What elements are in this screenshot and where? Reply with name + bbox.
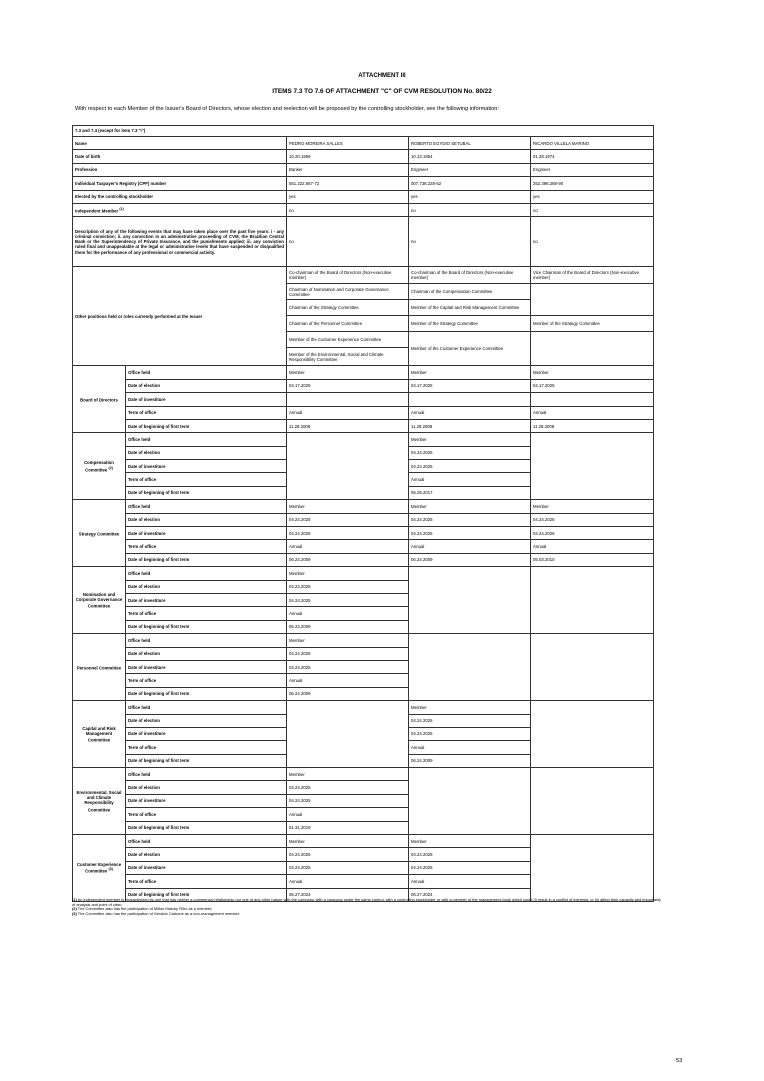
compensation-label-4: Date of beginning of first term: [126, 486, 287, 499]
strategy-row: [73, 513, 654, 526]
person-2-independent: no: [409, 203, 531, 216]
p3-position-1: Vice Chairman of the Board of Directors (Non-executive member): [531, 267, 654, 284]
nomination-p1-value: 04.24.2025: [287, 593, 409, 606]
personnel-p3-blank: [531, 634, 654, 701]
compensation-label-1: Date of election: [126, 446, 287, 459]
personnel-p1-value: 06.24.2009: [287, 687, 409, 700]
person-1-name: PEDRO MOREIRA SALLES: [287, 137, 409, 150]
board-row: [73, 379, 654, 392]
nomination-p3-blank: [531, 567, 654, 634]
person-2-dob: 10.13.1954: [409, 150, 531, 163]
person-3-elected: yes: [531, 190, 654, 203]
attachment-heading: ATTACHMENT III: [358, 73, 406, 79]
capital-row: [73, 701, 654, 714]
compensation-p2-value: Annual: [409, 473, 531, 486]
strategy-p1-value: Annual: [287, 540, 409, 553]
customer-p1-value: Member: [287, 835, 409, 848]
section-nomination: Nomination and Corporate Governance Committee: [73, 567, 126, 634]
capital-label-3: Term of office: [126, 741, 287, 754]
board-p2-value: 11.28.2008: [409, 419, 531, 432]
p2-position-3: Member of the Capital and Risk Management Committee: [409, 300, 531, 316]
board-p1-value: Member: [287, 366, 409, 379]
p3-blank-1: [531, 284, 654, 316]
person-2-profession: Engineer: [409, 163, 531, 176]
p1-position-1: Co-chairman of the Board of Directors (Non-executive member): [287, 267, 409, 284]
person-1-independent: no: [287, 203, 409, 216]
label-elected: Elected by the controlling stockholder: [73, 190, 287, 203]
label-other-positions: Other positions held or roles currently performed at the Issuer: [73, 267, 287, 366]
strategy-p3-value: Annual: [531, 540, 654, 553]
person-3-name: RICARDO VILLELA MARINO: [531, 137, 654, 150]
row-other-1: [73, 267, 654, 284]
person-3-dob: 01.28.1974: [531, 150, 654, 163]
strategy-p3-value: 04.24.2025: [531, 513, 654, 526]
row-name: [73, 137, 654, 150]
board-p2-value: 04.17.2025: [409, 379, 531, 392]
customer-row: [73, 835, 654, 848]
person-2-description: no: [409, 217, 531, 267]
customer-p2-value: Annual: [409, 875, 531, 888]
strategy-p1-value: 04.24.2025: [287, 513, 409, 526]
p2-position-5: Member of the Customer Experience Committee: [409, 332, 531, 366]
strategy-p1-value: Member: [287, 500, 409, 513]
strategy-p2-value: Annual: [409, 540, 531, 553]
personnel-label-0: Office held: [126, 634, 287, 647]
label-description: Description of any of the following events that may have taken place over the past five years: i - any criminal conviction; ii. any conviction in an administrative proceeding of CVM, the Brazilian Central Bank or the Superintendency of Private Insurance, and the punishments applied; iii. any conviction ruled final and unappealable at the legal or administrative levels that have suspended or disqualified them for the performance of any professional or commercial activity.: [73, 217, 287, 267]
section-strategy: Strategy Committee: [73, 500, 126, 567]
nomination-p1-value: Annual: [287, 607, 409, 620]
personnel-p1-value: Annual: [287, 674, 409, 687]
strategy-p2-value: Member: [409, 500, 531, 513]
customer-label-0: Office held: [126, 835, 287, 848]
p3-blank-2: [531, 332, 654, 366]
capital-label-2: Date of investiture: [126, 727, 287, 740]
person-3-profession: Engineer: [531, 163, 654, 176]
esg-label-0: Office held: [126, 768, 287, 781]
nomination-label-2: Date of investiture: [126, 593, 287, 606]
customer-label-2: Date of investiture: [126, 861, 287, 874]
board-p2-value: Member: [409, 366, 531, 379]
personnel-p1-value: 04.24.2025: [287, 647, 409, 660]
strategy-p1-value: 04.24.2025: [287, 527, 409, 540]
table-title: 7.3 and 7.4 (except for item 7.3 "i"): [73, 126, 654, 137]
nomination-p2-blank: [409, 567, 531, 634]
esg-p1-value: 01.31.2019: [287, 821, 409, 834]
strategy-label-4: Date of beginning of first term: [126, 553, 287, 566]
customer-label-4: Date of beginning of first term: [126, 888, 287, 901]
personnel-label-4: Date of beginning of first term: [126, 687, 287, 700]
nomination-p1-value: 06.24.2009: [287, 620, 409, 633]
strategy-p3-value: 04.24.2025: [531, 527, 654, 540]
p1-position-2: Chairman of Nomination and Corporate Governance Committee: [287, 284, 409, 300]
board-label-1: Date of election: [126, 379, 287, 392]
section-capital: Capital and Risk Management Committee: [73, 701, 126, 768]
esg-row: [73, 768, 654, 781]
row-elected: [73, 190, 654, 203]
section-esg: Environmental, Social and Climate Responsibility Committee: [73, 768, 126, 835]
person-1-cpf: 551.222.567-72: [287, 177, 409, 190]
capital-p2-value: 06.24.2009: [409, 754, 531, 767]
board-p1-value: 04.17.2025: [287, 379, 409, 392]
compensation-row: [73, 433, 654, 446]
footnote-3: (3) The Committee also has the participation of Geraldo Carbone as a non-management member.: [72, 911, 240, 916]
capital-p3-blank: [531, 701, 654, 768]
board-row: [73, 393, 654, 406]
row-cpf: [73, 177, 654, 190]
compensation-label-0: Office held: [126, 433, 287, 446]
compensation-p2-value: 05.25.2017: [409, 486, 531, 499]
person-1-dob: 10.20.1959: [287, 150, 409, 163]
p2-position-4: Member of the Strategy Committee: [409, 316, 531, 332]
section-compensation: Compensation Committee $^{(2)}$: [73, 433, 126, 500]
document-title: ITEMS 7.3 TO 7.6 OF ATTACHMENT "C" OF CVM RESOLUTION No. 80/22: [272, 88, 492, 95]
capital-p2-value: Member: [409, 701, 531, 714]
board-p2-value: Annual: [409, 406, 531, 419]
esg-p3-blank: [531, 768, 654, 835]
row-description: [73, 217, 654, 267]
person-1-profession: Banker: [287, 163, 409, 176]
compensation-p2-value: Member: [409, 433, 531, 446]
page-number: 53: [676, 1058, 683, 1064]
customer-label-1: Date of election: [126, 848, 287, 861]
esg-p2-blank: [409, 768, 531, 835]
customer-p2-value: 06.27.2024: [409, 888, 531, 901]
p2-position-2: Chairman of the Compensation Committee: [409, 284, 531, 300]
board-label-2: Date of investiture: [126, 393, 287, 406]
nomination-p1-value: 04.24.2025: [287, 580, 409, 593]
capital-label-1: Date of election: [126, 714, 287, 727]
board-row: [73, 419, 654, 432]
footnote-2: (2) The Committee also has the participation of Milton Maluhy Filho as a member;: [72, 906, 213, 911]
nomination-label-3: Term of office: [126, 607, 287, 620]
customer-label-3: Term of office: [126, 875, 287, 888]
esg-p1-value: Annual: [287, 808, 409, 821]
customer-p2-value: Member: [409, 835, 531, 848]
strategy-row: [73, 540, 654, 553]
esg-label-3: Term of office: [126, 808, 287, 821]
strategy-p2-value: 04.24.2025: [409, 513, 531, 526]
compensation-p2-value: 04.24.2025: [409, 460, 531, 473]
nomination-label-0: Office held: [126, 567, 287, 580]
intro-text: With respect to each Member of the Issuer's Board of Directors, whose election and reelection will be proposed by the controlling stockholder, see the following information:: [75, 106, 499, 112]
personnel-p2-blank: [409, 634, 531, 701]
strategy-p3-value: 05.03.2010: [531, 553, 654, 566]
esg-p1-value: 04.24.2025: [287, 781, 409, 794]
customer-p2-value: 04.24.2025: [409, 848, 531, 861]
customer-p2-value: 04.24.2025: [409, 861, 531, 874]
strategy-p2-value: 06.24.2009: [409, 553, 531, 566]
strategy-p3-value: Member: [531, 500, 654, 513]
board-p2-value: [409, 393, 531, 406]
person-2-name: ROBERTO EGYDIO SETUBAL: [409, 137, 531, 150]
capital-p1-blank: [287, 701, 409, 768]
p1-position-4: Chairman of the Personnel Committee: [287, 316, 409, 332]
customer-p1-value: 04.24.2025: [287, 848, 409, 861]
nomination-label-1: Date of election: [126, 580, 287, 593]
row-dob: [73, 150, 654, 163]
person-1-elected: yes: [287, 190, 409, 203]
personnel-p1-value: Member: [287, 634, 409, 647]
label-name: Name: [73, 137, 287, 150]
section-personnel: Personnel Committee: [73, 634, 126, 701]
customer-p1-value: Annual: [287, 875, 409, 888]
directors-table: [72, 125, 654, 902]
strategy-label-2: Date of investiture: [126, 527, 287, 540]
esg-p1-value: Member: [287, 768, 409, 781]
strategy-label-3: Term of office: [126, 540, 287, 553]
capital-p2-value: 04.24.2025: [409, 727, 531, 740]
strategy-label-0: Office held: [126, 500, 287, 513]
esg-label-2: Date of investiture: [126, 794, 287, 807]
board-label-3: Term of office: [126, 406, 287, 419]
board-p3-value: Member: [531, 366, 654, 379]
strategy-label-1: Date of election: [126, 513, 287, 526]
section-customer: Customer Experience Committee $^{(3)}$: [73, 835, 126, 902]
compensation-p2-value: 04.24.2025: [409, 446, 531, 459]
capital-p2-value: 04.24.2025: [409, 714, 531, 727]
p1-position-5: Member of the Customer Experience Committee: [287, 332, 409, 348]
capital-label-4: Date of beginning of first term: [126, 754, 287, 767]
label-independent: Independent Member $^{(1)}$: [73, 203, 287, 216]
board-label-0: Office held: [126, 366, 287, 379]
personnel-row: [73, 634, 654, 647]
nomination-p1-value: Member: [287, 567, 409, 580]
board-p3-value: [531, 393, 654, 406]
board-p1-value: [287, 393, 409, 406]
esg-label-1: Date of election: [126, 781, 287, 794]
compensation-p1-blank: [287, 433, 409, 500]
board-p1-value: Annual: [287, 406, 409, 419]
personnel-label-2: Date of investiture: [126, 660, 287, 673]
person-3-cpf: 252.398.288-90: [531, 177, 654, 190]
p2-position-1: Co-chairman of the Board of Directors (Non-executive member): [409, 267, 531, 284]
p1-position-3: Chairman of the Strategy Committee: [287, 300, 409, 316]
compensation-p3-blank: [531, 433, 654, 500]
person-3-independent: no: [531, 203, 654, 216]
board-p1-value: 11.28.2008: [287, 419, 409, 432]
strategy-row: [73, 527, 654, 540]
capital-p2-value: Annual: [409, 741, 531, 754]
label-dob: Date of birth: [73, 150, 287, 163]
strategy-p2-value: 04.24.2025: [409, 527, 531, 540]
compensation-label-2: Date of investiture: [126, 460, 287, 473]
strategy-row: [73, 500, 654, 513]
board-p3-value: Annual: [531, 406, 654, 419]
person-1-description: no: [287, 217, 409, 267]
person-3-description: no: [531, 217, 654, 267]
nomination-row: [73, 567, 654, 580]
strategy-row: [73, 553, 654, 566]
p1-position-6: Member of the Environmental, Social and Climate Responsibility Committee: [287, 348, 409, 366]
customer-p3-blank: [531, 835, 654, 902]
board-row: [73, 406, 654, 419]
nomination-label-4: Date of beginning of first term: [126, 620, 287, 633]
board-label-4: Date of beginning of first term: [126, 419, 287, 432]
esg-label-4: Date of beginning of first term: [126, 821, 287, 834]
personnel-label-1: Date of election: [126, 647, 287, 660]
personnel-label-3: Term of office: [126, 674, 287, 687]
p3-position-2: Member of the Strategy Committee: [531, 316, 654, 332]
board-p3-value: 11.28.2008: [531, 419, 654, 432]
esg-p1-value: 04.24.2025: [287, 794, 409, 807]
compensation-label-3: Term of office: [126, 473, 287, 486]
row-profession: [73, 163, 654, 176]
customer-p1-value: 04.24.2025: [287, 861, 409, 874]
label-cpf: Individual Taxpayer's Registry (CPF) number: [73, 177, 287, 190]
row-independent: [73, 203, 654, 216]
strategy-p1-value: 06.24.2009: [287, 553, 409, 566]
person-2-elected: yes: [409, 190, 531, 203]
section-board: Board of Directors: [73, 366, 126, 433]
label-profession: Profession: [73, 163, 287, 176]
personnel-p1-value: 04.24.2025: [287, 660, 409, 673]
footnote-1: (1) An independent member is characterized by one that has neither a commercial relationship nor one of any other nature with the company, with a company under the same control, with a controlling stockholder or with a member of the management body which could (i) result in a conflict of interests; or (ii) affect their capacity and impartiality of analysis and point of view;: [72, 897, 661, 907]
customer-p1-value: 06.27.2024: [287, 888, 409, 901]
board-p3-value: 04.17.2025: [531, 379, 654, 392]
board-row: [73, 366, 654, 379]
capital-label-0: Office held: [126, 701, 287, 714]
person-2-cpf: 007.738.228-52: [409, 177, 531, 190]
